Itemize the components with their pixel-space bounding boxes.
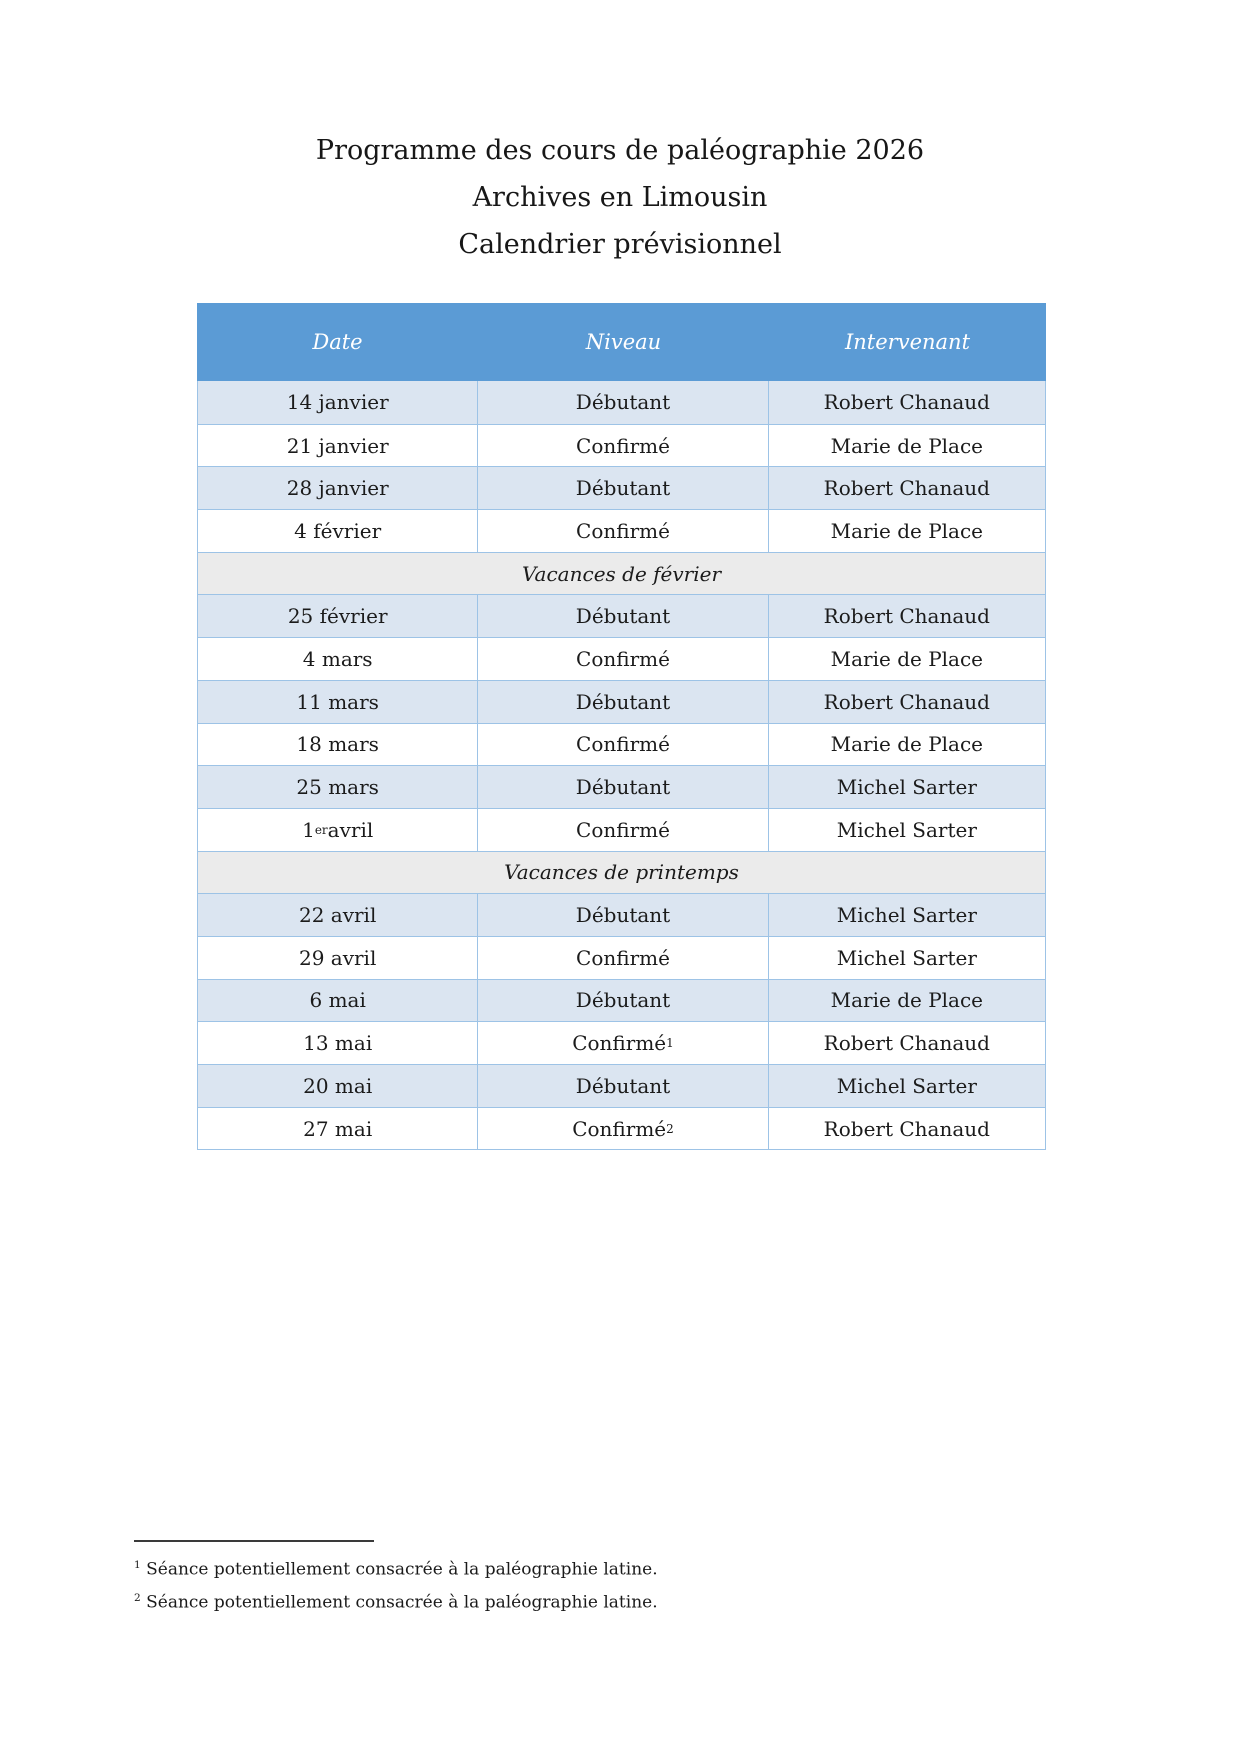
table-row xyxy=(198,424,1045,467)
cell-date: 11 mars xyxy=(198,681,478,723)
cell-intervenant: Michel Sarter xyxy=(836,1073,977,1098)
cell-date: 4 mars xyxy=(198,638,478,680)
table-row xyxy=(198,979,1045,1022)
cell-date: 22 avril xyxy=(198,894,478,936)
cell-intervenant: Marie de Place xyxy=(830,646,984,671)
cell-intervenant: Robert Chanaud xyxy=(823,1116,990,1141)
page-subtitle-2: Calendrier prévisionnel xyxy=(458,229,782,260)
cell-niveau: Débutant xyxy=(478,894,768,936)
footnote-2 xyxy=(134,1584,894,1617)
table-header-row xyxy=(197,303,1046,381)
cell-date: 25 février xyxy=(198,595,478,637)
cell-date: 29 avril xyxy=(198,937,478,979)
cell-date: 1 er avril xyxy=(198,809,478,851)
cell-niveau: Confirmé 1 xyxy=(478,1022,768,1064)
table-row xyxy=(198,381,1045,424)
cell-date: 18 mars xyxy=(198,724,478,766)
column-header-date: Date xyxy=(312,330,363,354)
table-row xyxy=(198,594,1045,637)
footnotes-section xyxy=(134,1540,894,1616)
cell-intervenant: Michel Sarter xyxy=(836,903,977,928)
footnote-1-marker: 1 xyxy=(134,1559,141,1571)
schedule-table xyxy=(197,303,1046,1150)
table-row xyxy=(198,466,1045,509)
cell-niveau: Confirmé xyxy=(478,724,768,766)
cell-niveau: Débutant xyxy=(478,595,768,637)
page-title: Programme des cours de paléographie 2026 xyxy=(315,135,925,166)
footnote-2-text: Séance potentiellement consacrée à la paléographie latine. xyxy=(140,1592,658,1613)
column-header-niveau: Niveau xyxy=(585,330,662,354)
document-header xyxy=(0,127,1240,268)
cell-date: 14 janvier xyxy=(198,381,478,424)
cell-intervenant: Robert Chanaud xyxy=(823,390,990,415)
cell-intervenant: Michel Sarter xyxy=(836,775,977,800)
table-row xyxy=(198,1064,1045,1107)
cell-date: 21 janvier xyxy=(198,425,478,467)
vacation-row xyxy=(198,851,1045,894)
cell-date: 28 janvier xyxy=(198,467,478,509)
cell-intervenant: Robert Chanaud xyxy=(823,604,990,629)
cell-niveau: Confirmé xyxy=(478,809,768,851)
cell-date: 4 février xyxy=(198,510,478,552)
cell-niveau: Confirmé xyxy=(478,937,768,979)
vacation-label: Vacances de printemps xyxy=(504,860,739,885)
cell-date: 20 mai xyxy=(198,1065,478,1107)
cell-date: 27 mai xyxy=(198,1108,478,1150)
footnote-2-marker: 2 xyxy=(134,1591,141,1604)
table-body xyxy=(197,381,1046,1150)
cell-intervenant: Robert Chanaud xyxy=(823,476,990,501)
cell-niveau: Débutant xyxy=(478,681,768,723)
cell-intervenant: Michel Sarter xyxy=(836,945,977,970)
cell-niveau: Débutant xyxy=(478,467,768,509)
table-row xyxy=(198,936,1045,979)
cell-niveau: Débutant xyxy=(478,980,768,1022)
table-row xyxy=(198,723,1045,766)
page-subtitle: Archives en Limousin xyxy=(472,182,768,213)
table-row xyxy=(198,808,1045,851)
cell-niveau: Confirmé 2 xyxy=(478,1108,768,1150)
footnote-1-text: Séance potentiellement consacrée à la paléographie latine. xyxy=(140,1559,658,1580)
cell-intervenant: Robert Chanaud xyxy=(823,689,990,714)
cell-intervenant: Marie de Place xyxy=(830,433,984,458)
table-row xyxy=(198,509,1045,552)
table-row xyxy=(198,1021,1045,1064)
cell-niveau: Débutant xyxy=(478,1065,768,1107)
column-header-intervenant: Intervenant xyxy=(844,330,971,354)
cell-niveau: Confirmé xyxy=(478,510,768,552)
cell-intervenant: Marie de Place xyxy=(830,988,984,1013)
footnote-1 xyxy=(134,1551,894,1584)
vacation-row xyxy=(198,552,1045,595)
cell-niveau: Confirmé xyxy=(478,425,768,467)
vacation-label: Vacances de février xyxy=(521,561,722,586)
cell-date: 25 mars xyxy=(198,766,478,808)
cell-intervenant: Robert Chanaud xyxy=(823,1031,990,1056)
table-row xyxy=(198,765,1045,808)
cell-niveau: Débutant xyxy=(478,766,768,808)
footnote-separator xyxy=(134,1540,374,1542)
cell-intervenant: Michel Sarter xyxy=(836,817,977,842)
cell-date: 13 mai xyxy=(198,1022,478,1064)
table-row xyxy=(198,893,1045,936)
table-row xyxy=(198,637,1045,680)
table-row xyxy=(198,1107,1045,1150)
cell-intervenant: Marie de Place xyxy=(830,732,984,757)
cell-niveau: Confirmé xyxy=(478,638,768,680)
cell-niveau: Débutant xyxy=(478,381,768,424)
cell-date: 6 mai xyxy=(198,980,478,1022)
cell-intervenant: Marie de Place xyxy=(830,518,984,543)
table-row xyxy=(198,680,1045,723)
